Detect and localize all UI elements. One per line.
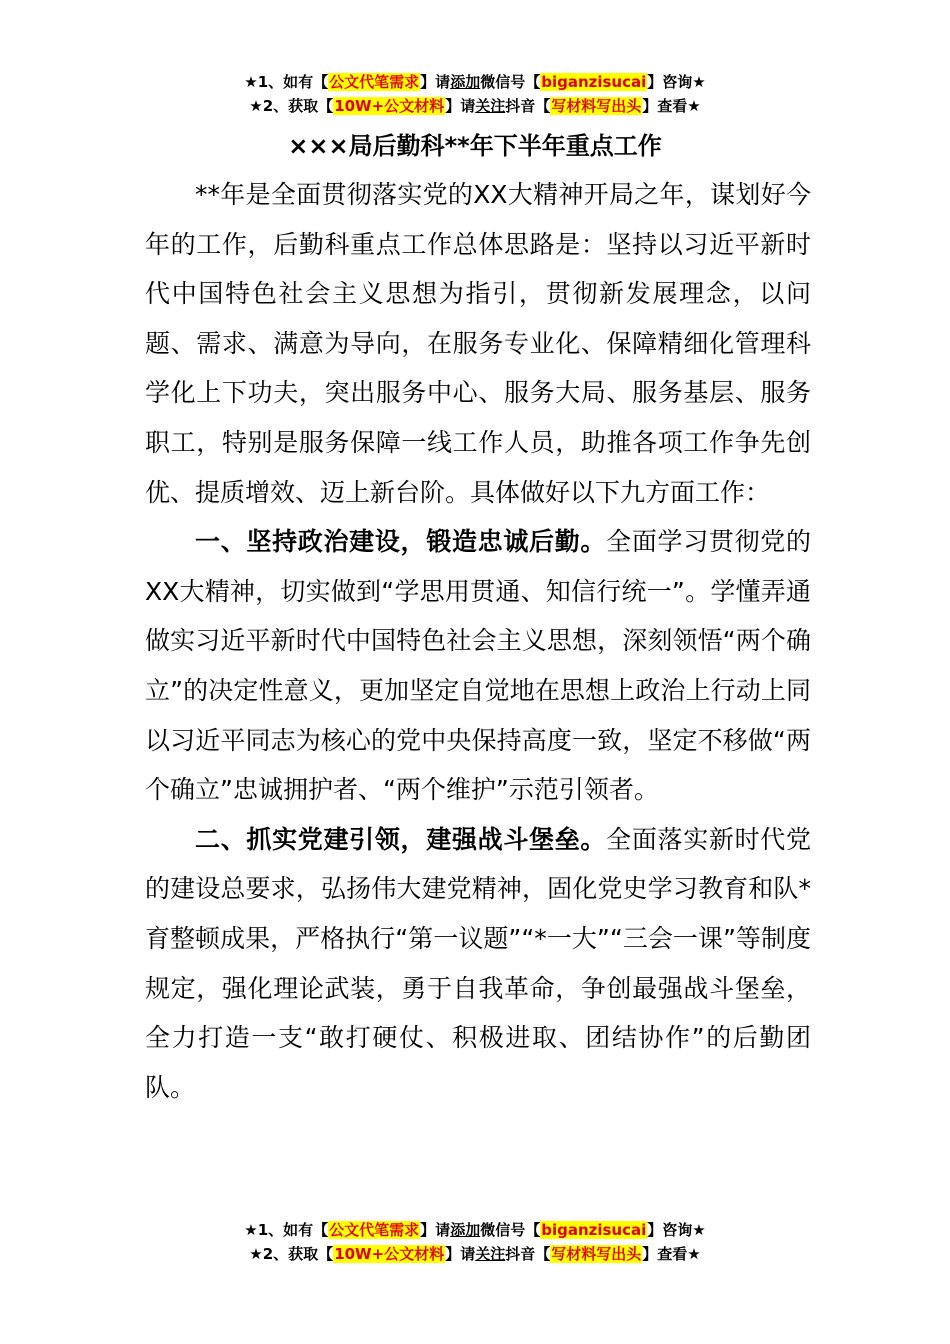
highlight-materials: 10W+公文材料 <box>334 1245 445 1263</box>
highlight-service: 公文代笔需求 <box>329 1221 420 1239</box>
footer-banner <box>0 1218 950 1266</box>
paragraph-section-1: 一、坚持政治建设，锻造忠诚后勤。全面学习贯彻党的XX大精神，切实做到“学思用贯通、知信行统一”。学懂弄通做实习近平新时代中国特色社会主义思想，深刻领悟“两个确立”的决定性意义，更加坚定自觉地在思想上政治上行动上同以习近平同志为核心的党中央保持高度一致，坚定不移做“两个确立”忠诚拥护者、“两个维护”示范引领者。 <box>145 527 811 805</box>
highlight-wechat-id: biganzisucai <box>541 73 647 91</box>
paragraph-section-2: 二、抓实党建引领，建强战斗堡垒。全面落实新时代党的建设总要求，弘扬伟大建党精神，固化党史学习教育和队*育整顿成果，严格执行“第一议题”“*一大”“三会一课”等制度规定，强化理论武装，勇于自我革命，争创最强战斗堡垒，全力打造一支“敢打硬仗、积极进取、团结协作”的后勤团队。 <box>145 824 811 1102</box>
banner-line-2: ★2、获取【10W+公文材料】请关注抖音【写材料写出头】查看★ <box>249 97 701 115</box>
banner-line-1: ★1、如有【公文代笔需求】请添加微信号【biganzisucai】咨询★ <box>244 1221 706 1239</box>
section-heading: 二、抓实党建引领，建强战斗堡垒。 <box>195 824 607 854</box>
highlight-wechat-id: biganzisucai <box>541 1221 647 1239</box>
highlight-douyin: 写材料写出头 <box>551 97 642 115</box>
banner-line-1: ★1、如有【公文代笔需求】请添加微信号【biganzisucai】咨询★ <box>244 73 706 91</box>
highlight-douyin: 写材料写出头 <box>551 1245 642 1263</box>
highlight-service: 公文代笔需求 <box>329 73 420 91</box>
document-body <box>145 170 811 1112</box>
header-banner <box>0 70 950 118</box>
section-heading: 一、坚持政治建设，锻造忠诚后勤。 <box>195 527 607 557</box>
document-title: ×××局后勤科**年下半年重点工作 <box>288 132 662 160</box>
banner-line-2: ★2、获取【10W+公文材料】请关注抖音【写材料写出头】查看★ <box>249 1245 701 1263</box>
paragraph-intro: **年是全面贯彻落实党的XX大精神开局之年，谋划好今年的工作，后勤科重点工作总体思路是：坚持以习近平新时代中国特色社会主义思想为指引，贯彻新发展理念，以问题、需求、满意为导向，在服务专业化、保障精细化管理科学化上下功夫，突出服务中心、服务大局、服务基层、服务职工，特别是服务保障一线工作人员，助推各项工作争先创优、提质增效、迈上新台阶。具体做好以下九方面工作： <box>145 180 811 507</box>
highlight-materials: 10W+公文材料 <box>334 97 445 115</box>
